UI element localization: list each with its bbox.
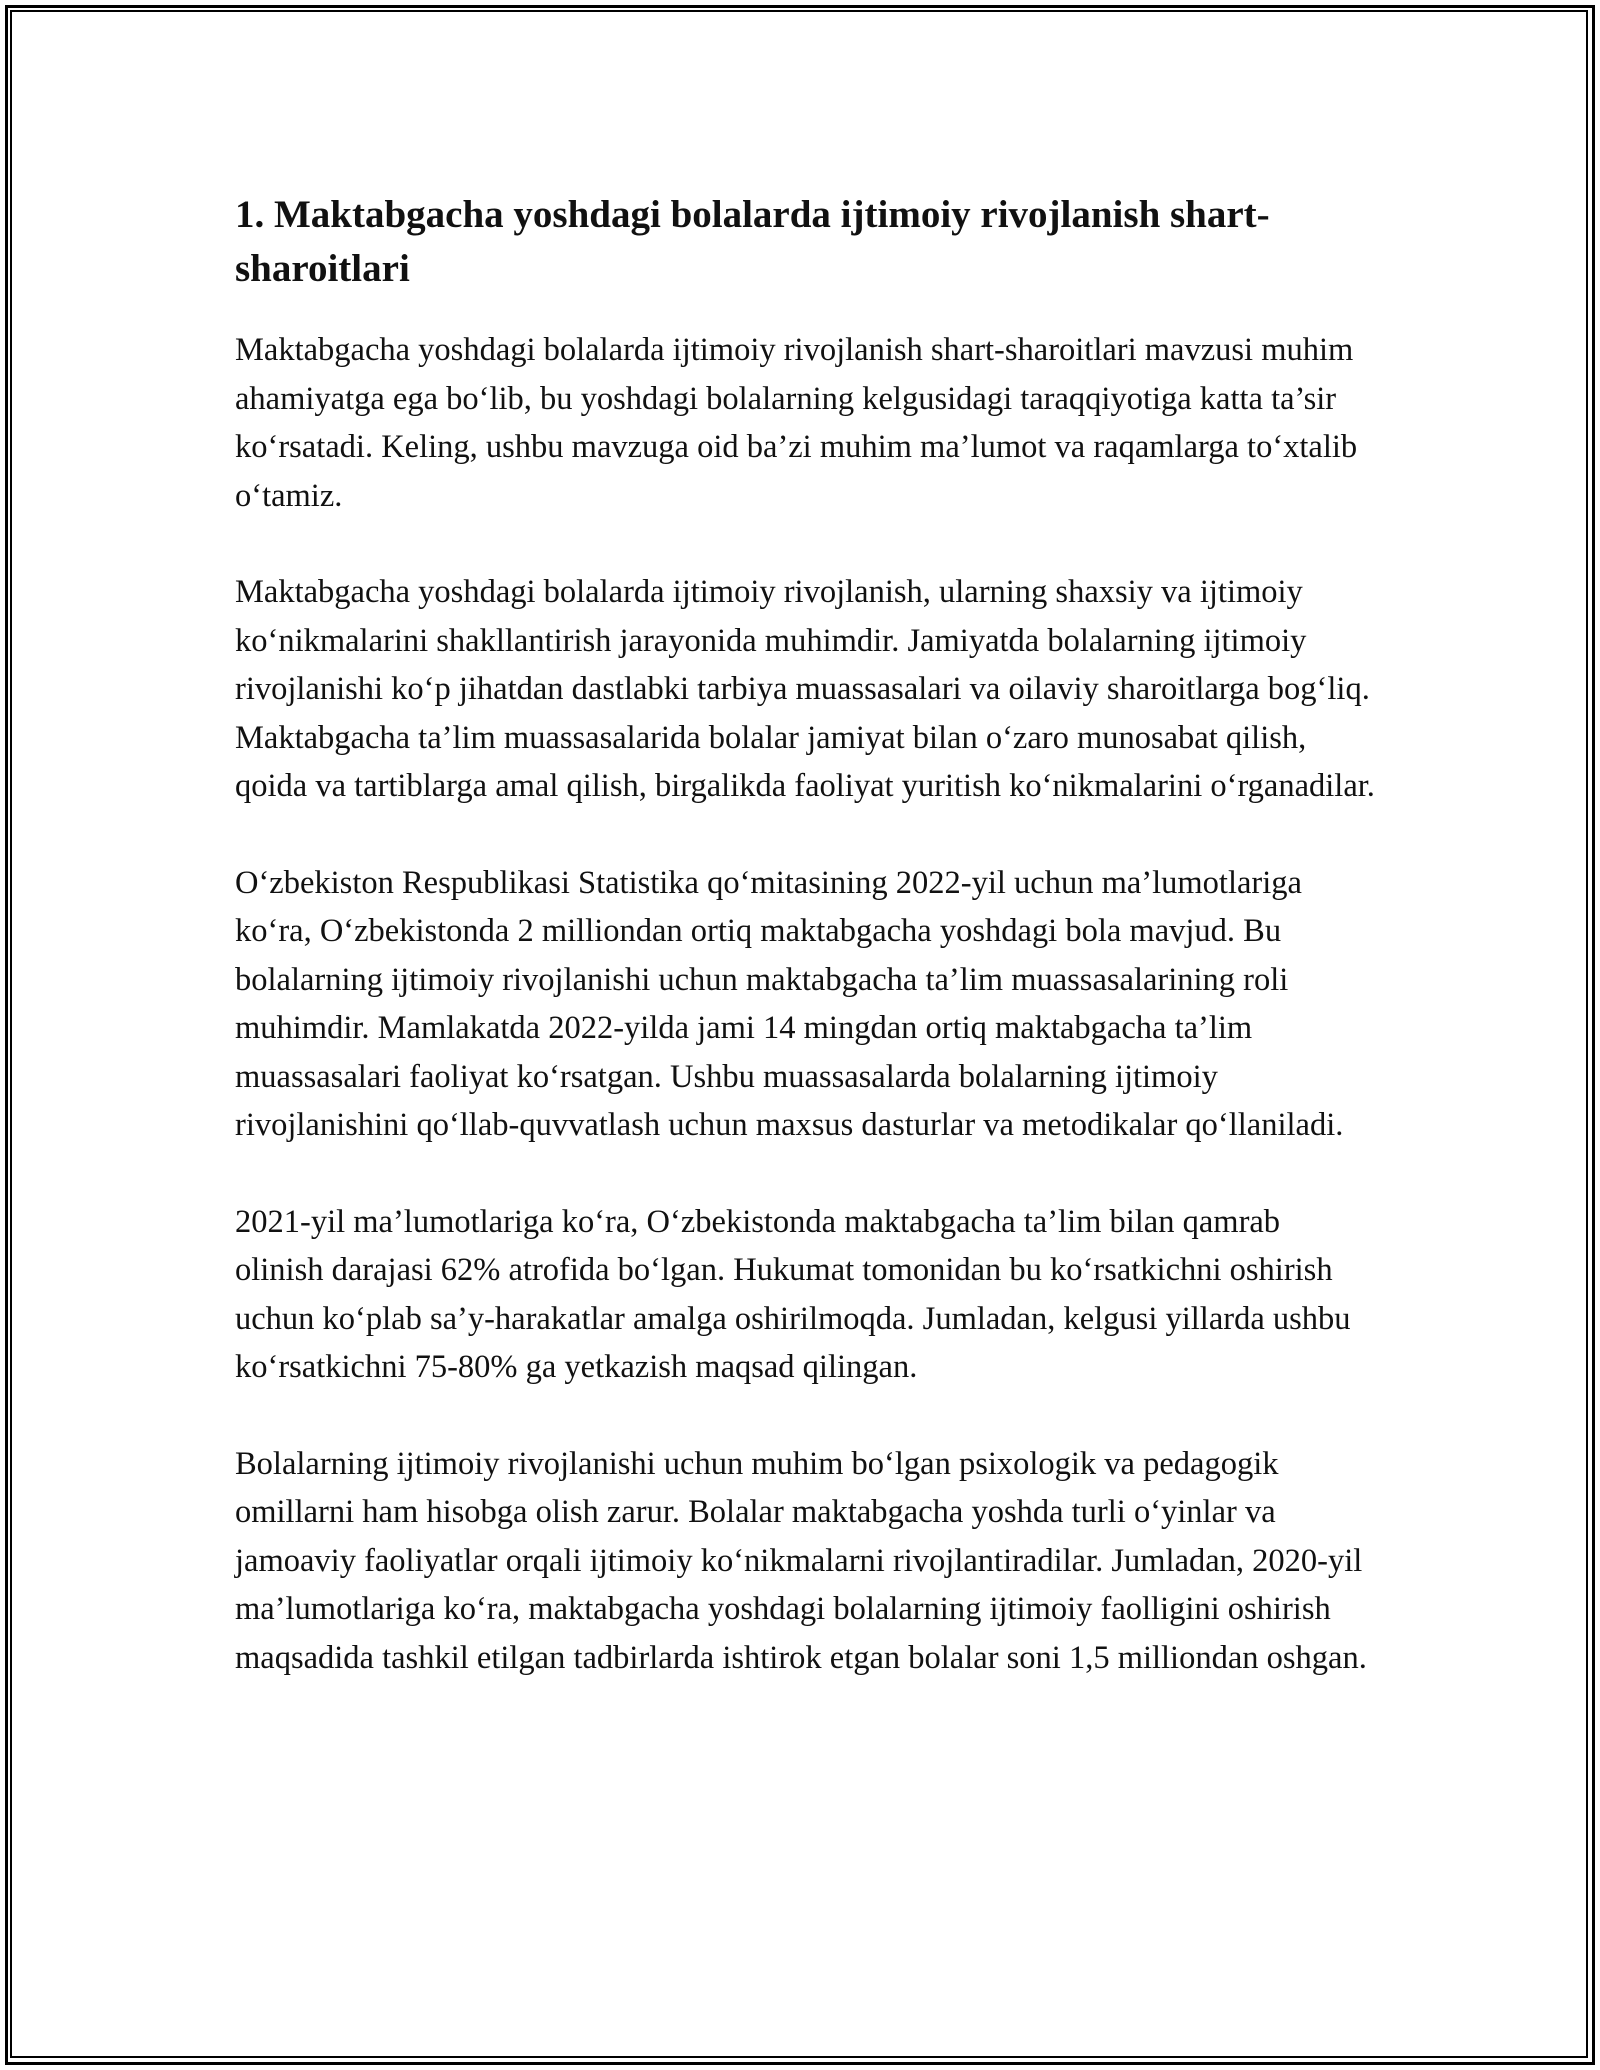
- paragraph-5: Bolalarning ijtimoiy rivojlanishi uchun muhim bo‘lgan psixologik va pedagogik omillarni ham hisobga olish zarur. Bolalar maktabgacha yoshda turli o‘yinlar va jamoaviy faoliyatlar orqali ijtimoiy ko‘nikmalarni rivojlantiradilar. Jumladan, 2020-yil ma’lumotlariga ko‘ra, maktabgacha yoshdagi bolalarning ijtimoiy faolligini oshirish maqsadida tashkil etilgan tadbirlarda ishtirok etgan bolalar soni 1,5 milliondan oshgan.: [235, 1445, 1367, 1676]
- paragraph-4: 2021-yil ma’lumotlariga ko‘ra, O‘zbekistonda maktabgacha ta’lim bilan qamrab olinish darajasi 62% atrofida bo‘lgan. Hukumat tomonidan bu ko‘rsatkichni oshirish uchun ko‘plab sa’y-harakatlar amalga oshirilmoqda. Jumladan, kelgusi yillarda ushbu ko‘rsatkichni 75-80% ga yetkazish maqsad qilingan.: [235, 1203, 1351, 1385]
- paragraph-2: Maktabgacha yoshdagi bolalarda ijtimoiy rivojlanish, ularning shaxsiy va ijtimoiy ko‘nikmalarini shakllantirish jarayonida muhimdir. Jamiyatda bolalarning ijtimoiy rivojlanishi ko‘p jihatdan dastlabki tarbiya muassasalari va oilaviy sharoitlarga bog‘liq. Maktabgacha ta’lim muassasalarida bolalar jamiyat bilan o‘zaro munosabat qilish, qoida va tartiblarga amal qilish, birgalikda faoliyat yuritish ko‘nikmalarini o‘rganadilar.: [235, 574, 1375, 804]
- paragraph-1: Maktabgacha yoshdagi bolalarda ijtimoiy rivojlanish shart-sharoitlari mavzusi muhim ahamiyatga ega bo‘lib, bu yoshdagi bolalarning kelgusidagi taraqqiyotiga katta ta’sir ko‘rsatadi. Keling, ushbu mavzuga oid ba’zi muhim ma’lumot va raqamlarga to‘xtalib o‘tamiz.: [235, 332, 1358, 514]
- paragraph-3: O‘zbekiston Respublikasi Statistika qo‘mitasining 2022-yil uchun ma’lumotlariga ko‘ra, O‘zbekistonda 2 milliondan ortiq maktabgacha yoshdagi bola mavjud. Bu bolalarning ijtimoiy rivojlanishi uchun maktabgacha ta’lim muassasalarining roli muhimdir. Mamlakatda 2022-yilda jami 14 mingdan ortiq maktabgacha ta’lim muassasalari faoliyat ko‘rsatgan. Ushbu muassasalarda bolalarning ijtimoiy rivojlanishini qo‘llab-quvvatlash uchun maxsus dasturlar va metodikalar qo‘llaniladi.: [235, 864, 1344, 1143]
- document-body: [235, 188, 1375, 1730]
- document-title: 1. Maktabgacha yoshdagi bolalarda ijtimoiy rivojlanish shart-sharoitlari: [235, 193, 1270, 290]
